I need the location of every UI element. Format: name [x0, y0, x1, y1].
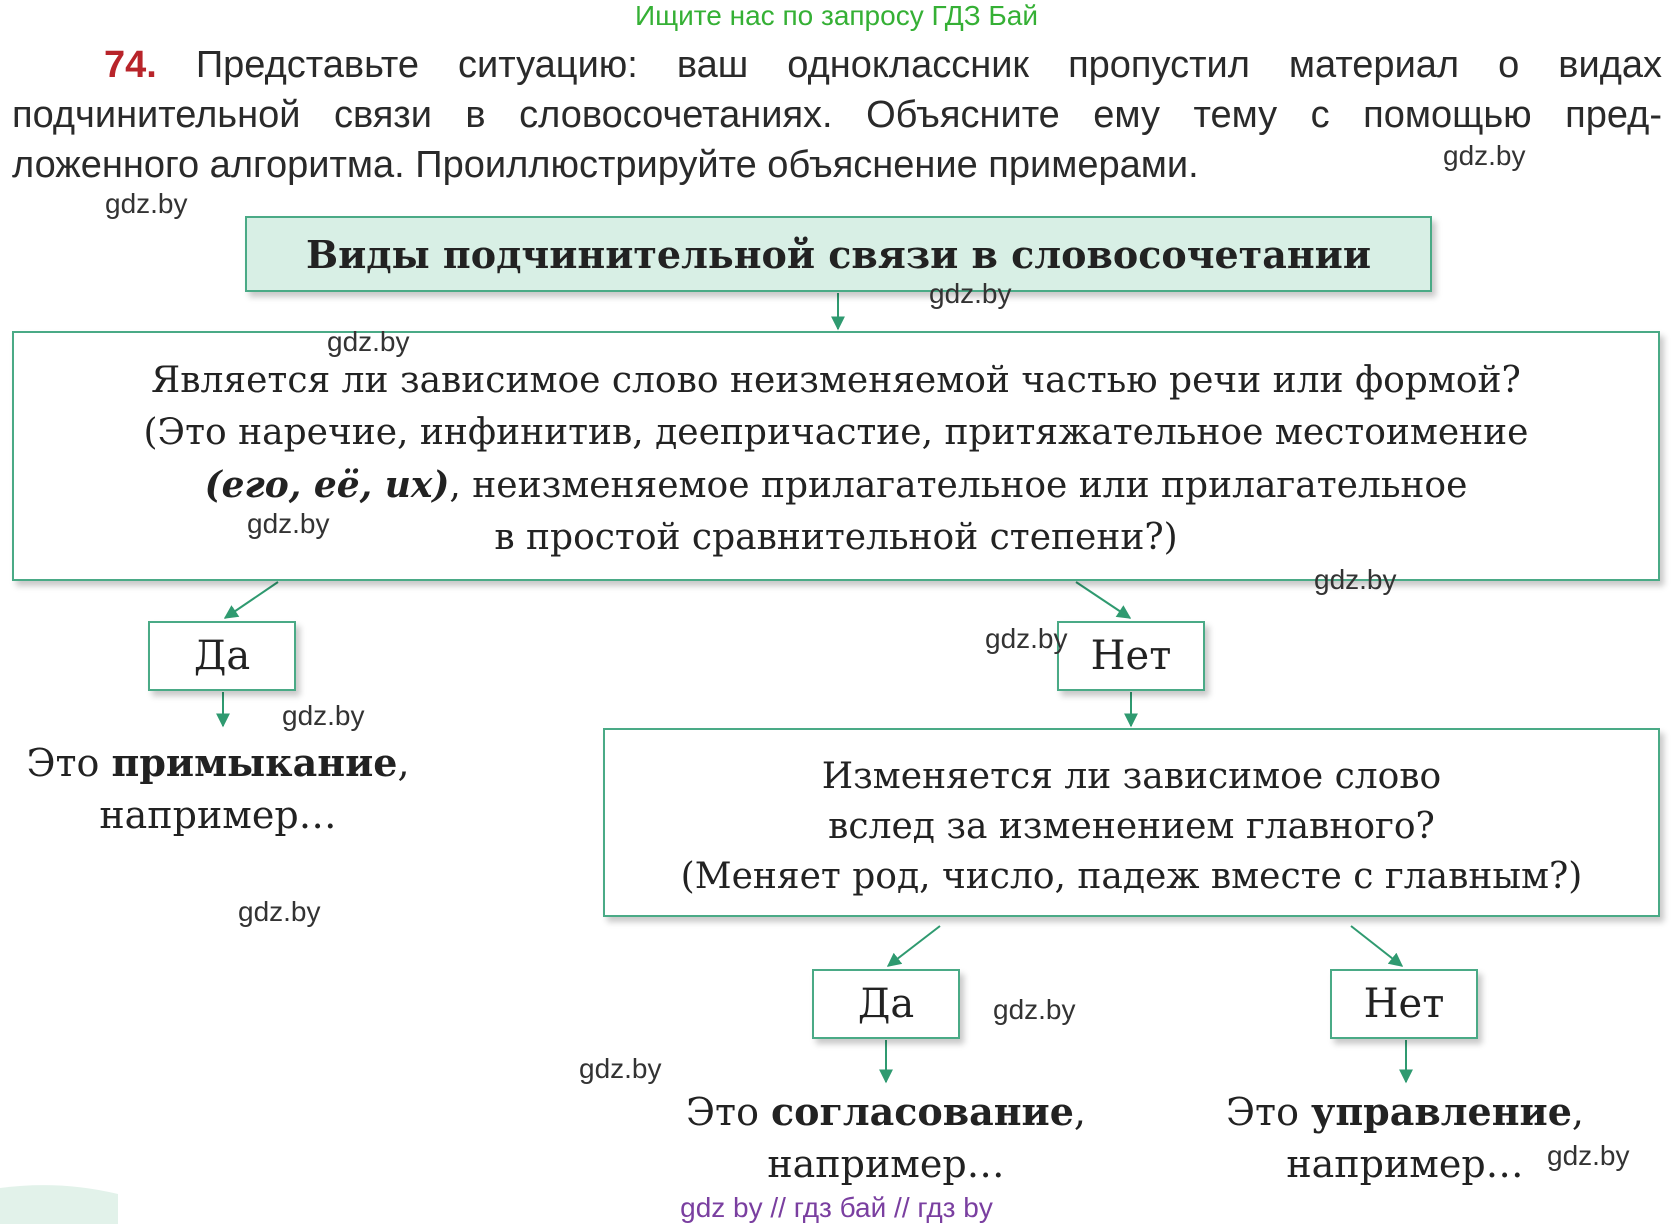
no-box-1: [1057, 621, 1205, 691]
result-adjunction: Это примыкание, например…: [26, 740, 410, 837]
task-number: 74.: [104, 44, 157, 86]
no-label-1: Нет: [1090, 633, 1172, 679]
watermark: gdz.by: [1547, 1140, 1630, 1171]
question-2-line-1: Изменяется ли зависимое слово: [821, 756, 1442, 797]
result-government: Это управление, например…: [1225, 1089, 1585, 1186]
arrow-q2-to-no2: [1351, 926, 1402, 966]
result-agreement: Это согласование, например…: [685, 1089, 1087, 1186]
diagram-title: Виды подчинительной связи в словосочетании: [305, 231, 1372, 277]
watermark: gdz.by: [247, 508, 330, 539]
question-1-line-1: Является ли зависимое слово неизменяемой частью речи или формой?: [151, 360, 1521, 401]
arrow-q1-to-no1: [1076, 582, 1130, 618]
yes-box-1: [148, 621, 296, 691]
no-label-2: Нет: [1363, 981, 1445, 1027]
bottom-watermark: gdz by // гдз бай // гдз by: [680, 1192, 993, 1223]
watermark: gdz.by: [929, 278, 1012, 309]
question-1-line-2: (Это наречие, инфинитив, деепричастие, притяжательное местоимение: [143, 412, 1529, 453]
term-government: управление: [1311, 1089, 1572, 1134]
diagram-title-box: [245, 216, 1432, 292]
watermark: gdz.by: [105, 188, 188, 219]
watermark: gdz.by: [985, 623, 1068, 654]
task-line-1: 74. Представьте ситуацию: ваш одноклассник пропустил материал о видах: [104, 44, 1662, 86]
question-1-line-4: в простой сравнительной степени?): [494, 517, 1178, 558]
watermark: gdz.by: [1443, 140, 1526, 171]
yes-label-1: Да: [193, 633, 251, 679]
watermark: gdz.by: [579, 1053, 662, 1084]
question-1-box: [12, 331, 1660, 581]
no-box-2: [1330, 969, 1478, 1039]
term-adjunction: примыкание: [111, 740, 398, 785]
pronoun-examples: (его, её, их): [204, 464, 450, 506]
arrow-q1-to-yes1: [225, 582, 278, 618]
question-1-line-3: (его, её, их), неизменяемое прилагательное или прилагательное: [204, 464, 1468, 506]
top-banner: Ищите нас по запросу ГДЗ Бай: [634, 0, 1039, 31]
watermark: gdz.by: [238, 896, 321, 927]
question-2-line-2: вслед за изменением главного?: [828, 806, 1435, 847]
watermark: gdz.by: [282, 700, 365, 731]
task-line-2: подчинительной связи в словосочетаниях. Объясните ему тему с помощью пред-: [12, 94, 1662, 136]
question-2-box: [603, 728, 1660, 917]
watermark: gdz.by: [327, 326, 410, 357]
watermark: gdz.by: [1314, 564, 1397, 595]
question-2-line-3: (Меняет род, число, падеж вместе с главным?): [680, 856, 1583, 897]
task-line-3: ложенного алгоритма. Проиллюстрируйте объяснение примерами.: [12, 144, 1199, 186]
term-agreement: согласование: [771, 1089, 1074, 1134]
watermark: gdz.by: [993, 994, 1076, 1025]
yes-label-2: Да: [857, 981, 915, 1027]
yes-box-2: [812, 969, 960, 1039]
arrow-q2-to-yes2: [888, 926, 940, 966]
